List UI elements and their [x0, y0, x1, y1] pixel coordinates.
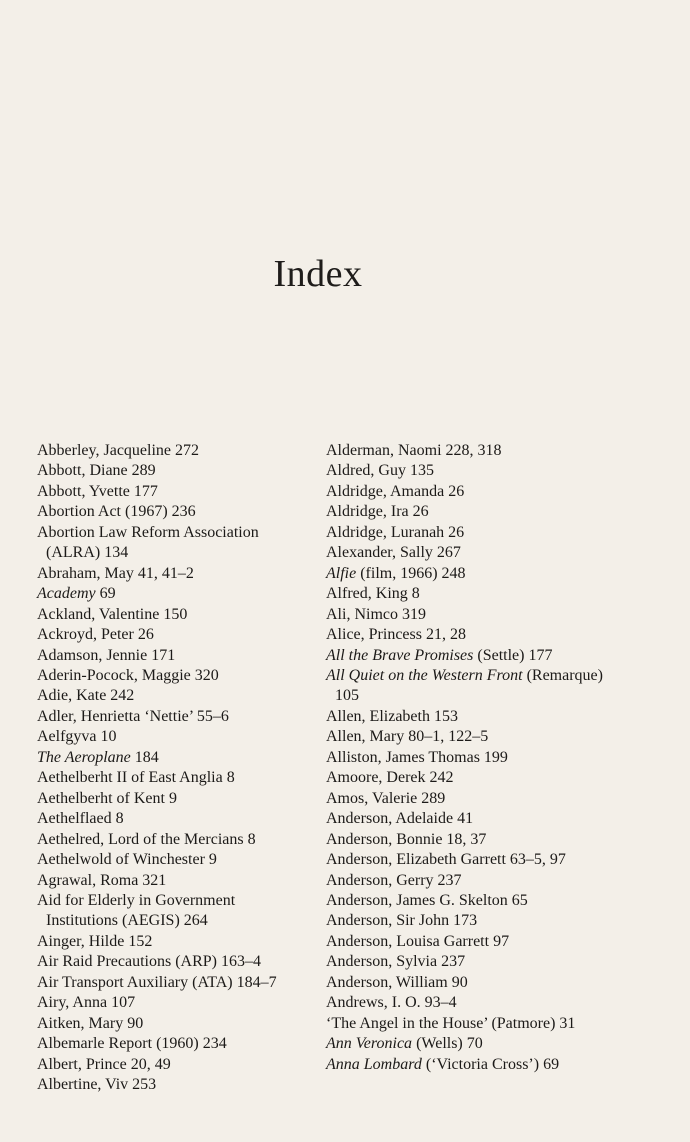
index-entry [326, 666, 626, 707]
index-entry [37, 1075, 309, 1095]
index-entry-text: Abbott, Yvette 177 [37, 482, 158, 500]
index-entry-text: Aethelberht II of East Anglia 8 [37, 769, 235, 787]
index-entry [326, 625, 626, 645]
index-entry-text: Ackland, Valentine 150 [37, 605, 188, 623]
index-entry-text: Aid for Elderly in Government Institutions (AEGIS) 264 [37, 891, 236, 930]
index-entry-text: Alice, Princess 21, 28 [326, 626, 466, 644]
index-entry-text: Aelfgyva 10 [37, 728, 117, 746]
index-entry-text: Alliston, James Thomas 199 [326, 748, 508, 766]
index-entry-text: Ackroyd, Peter 26 [37, 626, 154, 644]
index-entry [37, 564, 309, 584]
index-entry-text: Albertine, Viv 253 [37, 1076, 157, 1094]
index-entry [326, 646, 626, 666]
index-entry [326, 1014, 626, 1034]
index-entry [326, 830, 626, 850]
index-entry-text: Anderson, William 90 [326, 973, 468, 991]
index-entry [326, 441, 626, 461]
index-entry [326, 482, 626, 502]
index-entry [326, 543, 626, 563]
index-entry [326, 768, 626, 788]
index-entry-text: Airy, Anna 107 [37, 994, 136, 1012]
index-entry-text: Alfred, King 8 [326, 585, 420, 603]
index-entry [37, 809, 309, 829]
index-entry-text: Amoore, Derek 242 [326, 769, 454, 787]
index-entry [37, 666, 309, 686]
index-entry [37, 441, 309, 461]
index-entry [37, 523, 309, 564]
index-entry [326, 932, 626, 952]
index-entry-text: Alexander, Sally 267 [326, 544, 461, 562]
index-entry-text: Albert, Prince 20, 49 [37, 1055, 171, 1073]
index-entry [326, 605, 626, 625]
index-entry [326, 952, 626, 972]
index-entry [37, 625, 309, 645]
index-entry [37, 891, 309, 932]
index-entry [326, 461, 626, 481]
index-entry-title: Academy [37, 585, 96, 603]
index-entry [37, 1014, 309, 1034]
index-entry [326, 973, 626, 993]
index-entry-text: Anderson, Adelaide 41 [326, 810, 474, 828]
index-entry [326, 564, 626, 584]
index-column-left [37, 441, 309, 1096]
index-entry [37, 646, 309, 666]
index-entry-text: Abraham, May 41, 41–2 [37, 564, 194, 582]
index-entry-text: (Wells) 70 [412, 1035, 483, 1053]
index-entry [326, 871, 626, 891]
index-entry [326, 1055, 626, 1075]
index-entry-text: Alderman, Naomi 228, 318 [326, 442, 502, 459]
index-entry-text: Anderson, Sir John 173 [326, 912, 478, 930]
index-entry [326, 707, 626, 727]
index-entry-text: Abortion Law Reform Association (ALRA) 134 [37, 523, 259, 562]
index-entry-text: (Settle) 177 [473, 646, 553, 664]
index-entry-text: ‘The Angel in the House’ (Patmore) 31 [326, 1014, 576, 1032]
index-entry [37, 973, 309, 993]
index-entry-text: Anderson, Louisa Garrett 97 [326, 932, 510, 950]
index-entry-title: All the Brave Promises [326, 646, 474, 664]
index-entry [326, 523, 626, 543]
index-entry [37, 993, 309, 1013]
index-entry-text: Anderson, Sylvia 237 [326, 953, 466, 971]
index-entry [326, 727, 626, 747]
index-entry-text: Aldred, Guy 135 [326, 462, 434, 480]
index-entry [37, 1055, 309, 1075]
index-entry [326, 584, 626, 604]
index-entry-title: The Aeroplane [37, 748, 131, 766]
index-entry-text: Amos, Valerie 289 [326, 789, 446, 807]
index-entry [37, 830, 309, 850]
index-entry-title: All Quiet on the Western Front [326, 666, 523, 684]
index-entry [326, 993, 626, 1013]
index-entry-text: Agrawal, Roma 321 [37, 871, 167, 889]
index-entry-text: Aldridge, Ira 26 [326, 503, 429, 521]
index-entry-text: Aethelwold of Winchester 9 [37, 851, 217, 869]
page-title: Index [273, 253, 363, 295]
index-entry [326, 850, 626, 870]
index-entry [326, 789, 626, 809]
index-entry-text: Aethelred, Lord of the Mercians 8 [37, 830, 256, 848]
index-entry-text: Allen, Elizabeth 153 [326, 707, 458, 725]
index-entry-text: Anderson, Gerry 237 [326, 871, 462, 889]
index-entry-text: Aldridge, Amanda 26 [326, 482, 465, 500]
index-entry-text: Anderson, James G. Skelton 65 [326, 891, 528, 909]
index-entry [326, 891, 626, 911]
index-entry-title: Anna Lombard [326, 1055, 422, 1073]
index-entry [37, 707, 309, 727]
index-entry-text: 184 [130, 748, 159, 766]
index-entry-text: (‘Victoria Cross’) 69 [421, 1055, 560, 1073]
index-entry [326, 809, 626, 829]
index-entry-text: Ali, Nimco 319 [326, 605, 426, 623]
index-entry [37, 768, 309, 788]
index-entry [326, 1034, 626, 1054]
index-entry [326, 911, 626, 931]
index-entry-text: Adamson, Jennie 171 [37, 646, 176, 664]
index-entry-text: Aitken, Mary 90 [37, 1014, 144, 1032]
index-entry-text: 69 [95, 585, 116, 603]
index-entry-text: Albemarle Report (1960) 234 [37, 1035, 227, 1053]
index-entry [37, 952, 309, 972]
index-entry [37, 871, 309, 891]
index-entry-text: Anderson, Elizabeth Garrett 63–5, 97 [326, 851, 566, 869]
index-entry-text: Abbott, Diane 289 [37, 462, 156, 480]
index-entry [37, 1034, 309, 1054]
index-entry-text: Aldridge, Luranah 26 [326, 523, 465, 541]
index-entry-text: Aethelflaed 8 [37, 810, 124, 828]
index-entry-text: Abortion Act (1967) 236 [37, 503, 196, 521]
index-entry-text: Ainger, Hilde 152 [37, 932, 153, 950]
index-entry [326, 502, 626, 522]
index-column-right [326, 441, 626, 1075]
index-entry [37, 461, 309, 481]
index-entry-text: Air Transport Auxiliary (ATA) 184–7 [37, 973, 277, 991]
index-entry [37, 789, 309, 809]
index-entry-text: Aethelberht of Kent 9 [37, 789, 177, 807]
index-entry-text: Abberley, Jacqueline 272 [37, 442, 200, 459]
index-entry-text: Allen, Mary 80–1, 122–5 [326, 728, 489, 746]
index-entry-text: Andrews, I. O. 93–4 [326, 994, 457, 1012]
index-entry [37, 686, 309, 706]
index-entry-text: Adie, Kate 242 [37, 687, 135, 705]
index-entry [37, 850, 309, 870]
index-entry-text: Air Raid Precautions (ARP) 163–4 [37, 953, 261, 971]
index-entry [37, 727, 309, 747]
index-entry [37, 584, 309, 604]
index-entry [37, 748, 309, 768]
index-entry [326, 748, 626, 768]
index-entry [37, 605, 309, 625]
index-entry-text: Anderson, Bonnie 18, 37 [326, 830, 487, 848]
index-entry [37, 482, 309, 502]
index-entry-title: Ann Veronica [326, 1035, 413, 1053]
index-entry [37, 502, 309, 522]
index-entry-text: (film, 1966) 248 [356, 564, 466, 582]
index-entry-title: Alfie [326, 564, 357, 582]
index-entry [37, 932, 309, 952]
index-entry-text: Adler, Henrietta ‘Nettie’ 55–6 [37, 707, 229, 725]
index-entry-text: Aderin-Pocock, Maggie 320 [37, 666, 219, 684]
index-entry-text: (Remarque) 105 [335, 666, 603, 705]
